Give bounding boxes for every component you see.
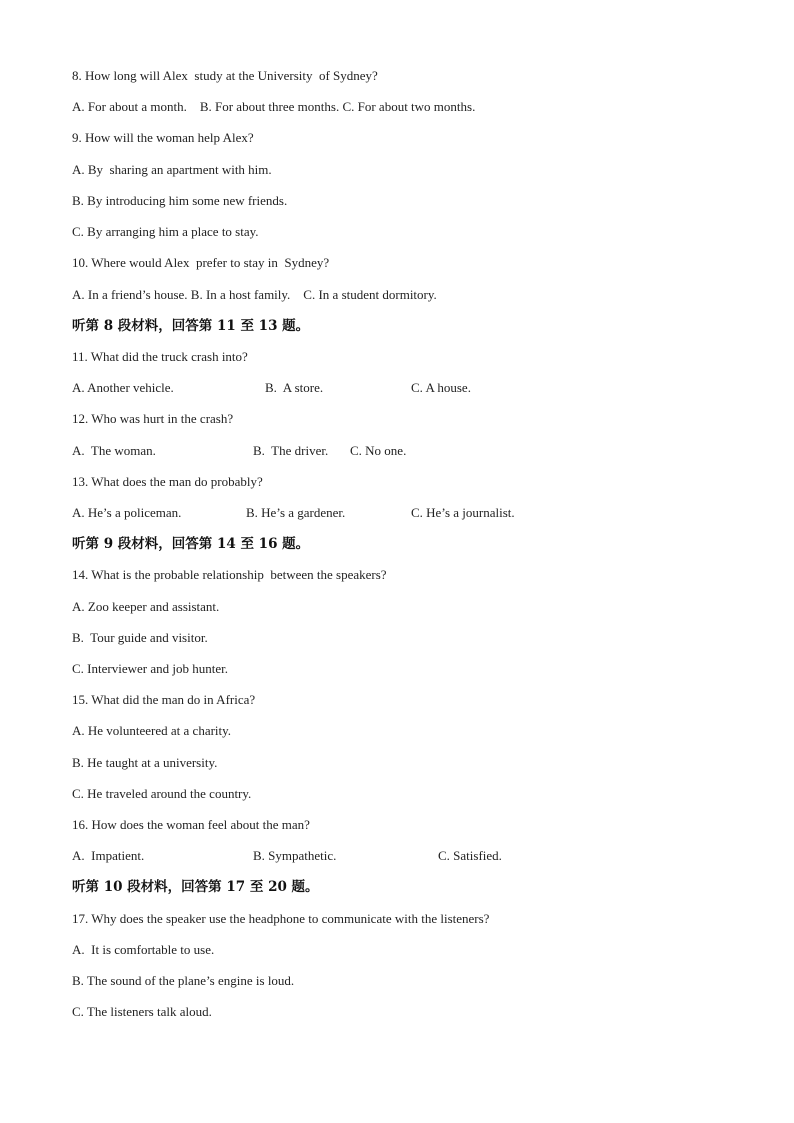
question-14-option-b: B. Tour guide and visitor. <box>72 630 208 645</box>
question-17-option-b: B. The sound of the plane’s engine is loud. <box>72 973 295 988</box>
question-17-option-a: A. It is comfortable to use. <box>72 942 215 957</box>
section-heading-8: 听第 8 段材料，回答第 11 至 13 题。 <box>72 318 310 334</box>
question-9-option-a: A. By sharing an apartment with him. <box>72 162 272 177</box>
question-11-option-c: C. A house. <box>411 380 471 395</box>
question-8-options: A. For about a month. B. For about three months. C. For about two months. <box>72 99 476 114</box>
question-13-option-a: A. He’s a policeman. <box>72 505 182 520</box>
question-9-text: 9. How will the woman help Alex? <box>72 130 254 145</box>
question-8-text: 8. How long will Alex study at the University of Sydney? <box>72 68 378 83</box>
question-13-option-b: B. He’s a gardener. <box>246 505 346 520</box>
question-11-text: 11. What did the truck crash into? <box>72 349 248 364</box>
question-17-option-c: C. The listeners talk aloud. <box>72 1004 212 1019</box>
question-11-option-b: B. A store. <box>265 380 324 395</box>
question-15-option-a: A. He volunteered at a charity. <box>72 723 232 738</box>
question-12-option-b: B. The driver. <box>253 443 329 458</box>
question-10-options: A. In a friend’s house. B. In a host family. C. In a student dormitory. <box>72 287 437 302</box>
question-16-option-b: B. Sympathetic. <box>253 848 337 863</box>
question-9-option-b: B. By introducing him some new friends. <box>72 193 288 208</box>
question-12-option-a: A. The woman. <box>72 443 156 458</box>
question-14-option-a: A. Zoo keeper and assistant. <box>72 599 220 614</box>
question-17-text: 17. Why does the speaker use the headphone to communicate with the listeners? <box>72 911 490 926</box>
question-15-text: 15. What did the man do in Africa? <box>72 692 256 707</box>
question-12-text: 12. Who was hurt in the crash? <box>72 411 234 426</box>
question-14-text: 14. What is the probable relationship between the speakers? <box>72 567 387 582</box>
question-15-option-c: C. He traveled around the country. <box>72 786 252 801</box>
question-16-option-c: C. Satisfied. <box>438 848 502 863</box>
section-heading-9: 听第 9 段材料，回答第 14 至 16 题。 <box>72 536 310 552</box>
question-10-text: 10. Where would Alex prefer to stay in Sydney? <box>72 255 330 270</box>
question-16-option-a: A. Impatient. <box>72 848 145 863</box>
question-16-text: 16. How does the woman feel about the man? <box>72 817 310 832</box>
question-11-option-a: A. Another vehicle. <box>72 380 174 395</box>
question-13-text: 13. What does the man do probably? <box>72 474 263 489</box>
question-9-option-c: C. By arranging him a place to stay. <box>72 224 259 239</box>
question-13-option-c: C. He’s a journalist. <box>411 505 515 520</box>
question-12-option-c: C. No one. <box>350 443 407 458</box>
question-14-option-c: C. Interviewer and job hunter. <box>72 661 228 676</box>
question-15-option-b: B. He taught at a university. <box>72 755 218 770</box>
section-heading-10: 听第 10 段材料，回答第 17 至 20 题。 <box>72 879 319 895</box>
